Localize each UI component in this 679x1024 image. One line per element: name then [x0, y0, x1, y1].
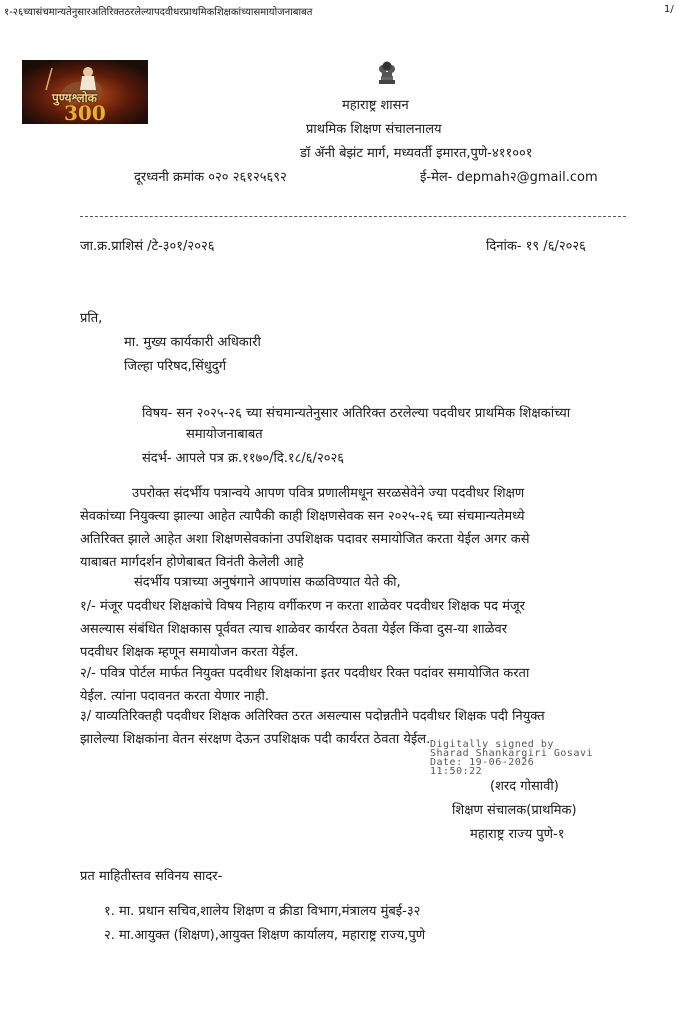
state-emblem-icon: [373, 58, 401, 86]
body-line: सेवकांच्या नियुक्त्या झाल्या आहेत त्यापैकी काही शिक्षणसेवक सन २०२५-२६ च्या संचमान्यतेमध्ये: [80, 509, 525, 524]
header-divider: [80, 216, 626, 217]
recipient-designation: मा. मुख्य कार्यकारी अधिकारी: [124, 335, 261, 350]
letter-date: दिनांक- १९ /६/२०२६: [486, 239, 586, 254]
recipient-prati: प्रति,: [80, 311, 103, 326]
signature-line: Sharad Shankargiri Gosavi: [430, 748, 594, 759]
reference-number: जा.क्र.प्राशिसं /टे-३०१/२०२६: [80, 239, 215, 254]
copy-to-heading: प्रत माहितीस्तव सविनय सादर-: [80, 869, 223, 884]
point-2: [80, 662, 529, 708]
letterhead-government: महाराष्ट्र शासन: [342, 98, 409, 113]
reference-sandarbh: संदर्भ- आपले पत्र क्र.११७०/दि.१८/६/२०२६: [142, 451, 344, 466]
signatory-name: (शरद गोसावी): [490, 779, 559, 794]
digital-signature-stamp: [430, 740, 593, 776]
copy-to-item: १. मा. प्रधान सचिव,शालेय शिक्षण व क्रीडा विभाग,मंत्रालय मुंबई-३२: [104, 904, 421, 919]
page-counter: 1/: [664, 4, 674, 15]
punyashlok-300-logo: [22, 60, 148, 124]
body-line: १/- मंजूर पदवीधर शिक्षकांचे विषय निहाय वर्गीकरण न करता शाळेवर पदवीधर शिक्षक पद मंजूर: [80, 599, 525, 614]
letterhead-directorate: प्राथमिक शिक्षण संचालनालय: [306, 122, 442, 137]
body-line: येईल. त्यांना पदावनत करता येणार नाही.: [80, 689, 269, 704]
letterhead-address: डॉ ॲनी बेझंट मार्ग, मध्यवर्ती इमारत,पुणे-४११००१: [300, 146, 533, 161]
point-1: [80, 595, 525, 664]
body-line: याबाबत मार्गदर्शन होणेबाबत विनंती केलेली आहे: [80, 555, 304, 570]
signature-line: Digitally signed by: [430, 739, 554, 750]
signature-line: Date: 19-06-2026: [430, 757, 535, 768]
signature-line: 11:50:22: [430, 766, 483, 777]
body-line: अतिरिक्त झाले आहेत अशा शिक्षणसेवकांना उपशिक्षक पदावर समायोजित करता येईल अगर कसे: [80, 532, 530, 547]
letterhead-phone: दूरध्वनी क्रमांक ०२० २६१२५६९२: [134, 170, 287, 185]
subject-line: विषय- सन २०२५-२६ च्या संचमान्यतेनुसार अतिरिक्त ठरलेल्या पदवीधर प्राथमिक शिक्षकांच्या: [142, 406, 571, 421]
body-line: झालेल्या शिक्षकांना वेतन संरक्षण देऊन उपशिक्षक पदी कार्यरत ठेवता येईल.: [80, 732, 431, 747]
logo-number: 300: [64, 101, 106, 124]
signatory-designation: शिक्षण संचालक(प्राथमिक): [452, 803, 577, 818]
letterhead-email: ई-मेल- depmah२@gmail.com: [420, 170, 598, 185]
signatory-place: महाराष्ट्र राज्य पुणे-१: [470, 827, 565, 842]
subject-line-2: समायोजनाबाबत: [186, 427, 263, 442]
copy-to-item: २. मा.आयुक्त (शिक्षण),आयुक्त शिक्षण कार्यालय, महाराष्ट्र राज्य,पुणे: [104, 928, 426, 943]
body-line: पदवीधर शिक्षक म्हणून समायोजन करता येईल.: [80, 645, 299, 660]
body-paragraph-2: संदर्भीय पत्राच्या अनुषंगाने आपणांस कळविण्यात येते की,: [134, 575, 401, 590]
body-paragraph-1: [80, 482, 529, 574]
header-strip-text: १-२६च्यासंचमान्यतेनुसारअतिरिक्तठरलेल्यापदवीधरप्राथमिकशिक्षकांच्यासमायोजनाबाबत: [4, 7, 313, 18]
body-line: उपरोक्त संदर्भीय पत्रान्वये आपण पवित्र प्रणालीमधून सरळसेवेने ज्या पदवीधर शिक्षण: [132, 486, 525, 501]
recipient-office: जिल्हा परिषद,सिंधुदुर्ग: [124, 359, 227, 374]
logo-text: पुण्यश्लोक: [52, 91, 97, 105]
body-line: ३/ याव्यतिरिक्तही पदवीधर शिक्षक अतिरिक्त ठरत असल्यास पदोन्नतीने पदवीधर शिक्षक पदी नियुक्त: [80, 709, 545, 724]
body-line: असल्यास संबंधित शिक्षकास पूर्ववत त्याच शाळेवर कार्यरत ठेवता येईल किंवा दुस-या शाळेवर: [80, 622, 508, 637]
body-line: २/- पवित्र पोर्टल मार्फत नियुक्त पदवीधर शिक्षकांना इतर पदवीधर रिक्त पदांवर समायोजित करता: [80, 666, 530, 681]
